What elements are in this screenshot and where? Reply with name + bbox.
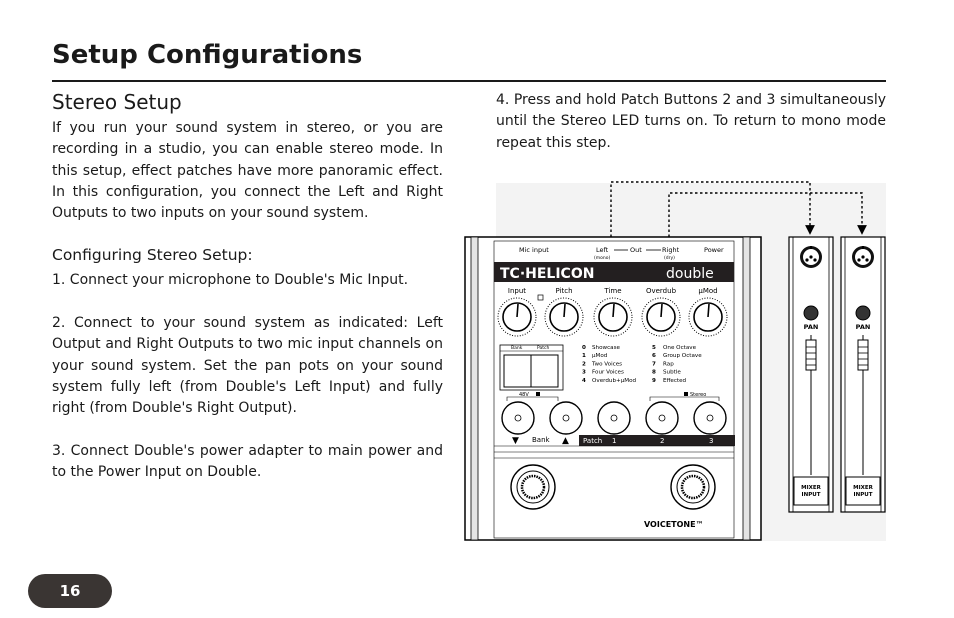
knob-3	[642, 287, 680, 336]
footswitch-right	[671, 465, 715, 509]
patch-name: Two Voices	[592, 361, 623, 368]
double-pedal	[465, 237, 761, 540]
patch-name: Showcase	[592, 345, 620, 351]
led-stereo-label: Stereo	[690, 392, 707, 398]
patch-number: 8	[652, 369, 656, 376]
knob-label: Input	[507, 287, 527, 295]
bank-label: Bank	[532, 436, 550, 444]
patch-button-4	[694, 402, 726, 434]
voicetone-logo: VOICETONE™	[644, 520, 704, 529]
led-48v	[536, 392, 540, 396]
patch-name: Effected	[663, 377, 687, 384]
intro-paragraph: If you run your sound system in stereo, or you are recording in a studio, you can enable stereo mode. In this setup, effect patches have more panoramic effect. In this configuration, you connect the Left and Right Outputs to two inputs on your sound system.	[52, 120, 443, 222]
right-jack-sub: (dry)	[664, 256, 675, 261]
page-title: Setup Configurations	[52, 40, 363, 70]
patch-number: 3	[582, 369, 586, 376]
mixer-channel-0	[789, 237, 833, 512]
stereo-setup-diagram	[464, 175, 889, 545]
bank-down-arrow: ▼	[512, 436, 519, 446]
patch-number: 9	[652, 377, 656, 384]
pan-label: PAN	[855, 323, 871, 331]
knob-label: µMod	[698, 287, 718, 295]
configuring-heading: Configuring Stereo Setup:	[52, 246, 253, 264]
patch-number: 0	[582, 345, 586, 351]
mixer-input-label: MIXER INPUT	[801, 485, 821, 498]
footswitch-left	[511, 465, 555, 509]
patch-button-1	[550, 402, 582, 434]
patch-number: 7	[652, 361, 656, 368]
patch-strip-label: Patch	[583, 437, 603, 445]
right-jack-label: Right	[662, 246, 680, 254]
step-4: 4. Press and hold Patch Buttons 2 and 3 simultaneously until the Stereo LED turns on. To return to mono mode repeat this step.	[496, 92, 886, 151]
bank-up-arrow: ▲	[562, 436, 569, 446]
patch-number: 1	[582, 353, 586, 360]
step-2: 2. Connect to your sound system as indicated: Left Output and Right Outputs to two mic input channels on your sound system. Set the pan pots on your sound system fully left (from Double's Left Input) and fully right (from Double's Right Output).	[52, 315, 443, 417]
display-bank-label: Bank	[511, 346, 523, 351]
led-stereo	[684, 392, 688, 396]
page-number-badge: 16	[28, 574, 112, 608]
mixer-channel-1	[841, 237, 885, 512]
pan-label: PAN	[803, 323, 819, 331]
knob-label: Pitch	[555, 287, 573, 295]
out-label: Out	[630, 246, 642, 254]
patch-name: Group Octave	[663, 353, 702, 360]
mixer-input-label: MIXER INPUT	[853, 485, 873, 498]
left-jack-label: Left	[596, 246, 609, 254]
patch-number: 6	[652, 353, 656, 360]
knob-label: Overdub	[645, 287, 677, 295]
patch-button-0	[502, 402, 534, 434]
input-led	[538, 295, 543, 300]
patch-number: 5	[652, 345, 656, 351]
display-patch-label: Patch	[537, 346, 550, 351]
step-3: 3. Connect Double's power adapter to main power and to the Power Input on Double.	[52, 443, 443, 481]
patch-button-3	[646, 402, 678, 434]
patch-name: Rap	[663, 361, 674, 368]
patch-strip-3: 3	[709, 437, 714, 445]
knob-label: Time	[604, 287, 622, 295]
mic-input-label: Mic input	[519, 246, 549, 254]
patch-number: 4	[582, 377, 586, 384]
step-1: 1. Connect your microphone to Double's Mic Input.	[52, 272, 409, 288]
patch-strip-1: 1	[612, 437, 617, 445]
patch-button-2	[598, 402, 630, 434]
title-divider	[52, 80, 886, 82]
patch-name: Subtle	[663, 369, 681, 376]
power-label: Power	[704, 246, 724, 254]
patch-name: Overdub+µMod	[592, 377, 637, 384]
model-name: double	[666, 266, 714, 282]
patch-name: µMod	[592, 353, 608, 360]
section-heading: Stereo Setup	[52, 90, 182, 114]
left-jack-sub: (mono)	[594, 256, 611, 261]
led-48v-label: 48V	[519, 392, 529, 398]
patch-strip-2: 2	[660, 437, 665, 445]
patch-name: Four Voices	[592, 369, 624, 376]
patch-number: 2	[582, 361, 586, 368]
patch-name: One Octave	[663, 345, 697, 351]
brand-logo: TC·HELICON	[500, 266, 595, 282]
